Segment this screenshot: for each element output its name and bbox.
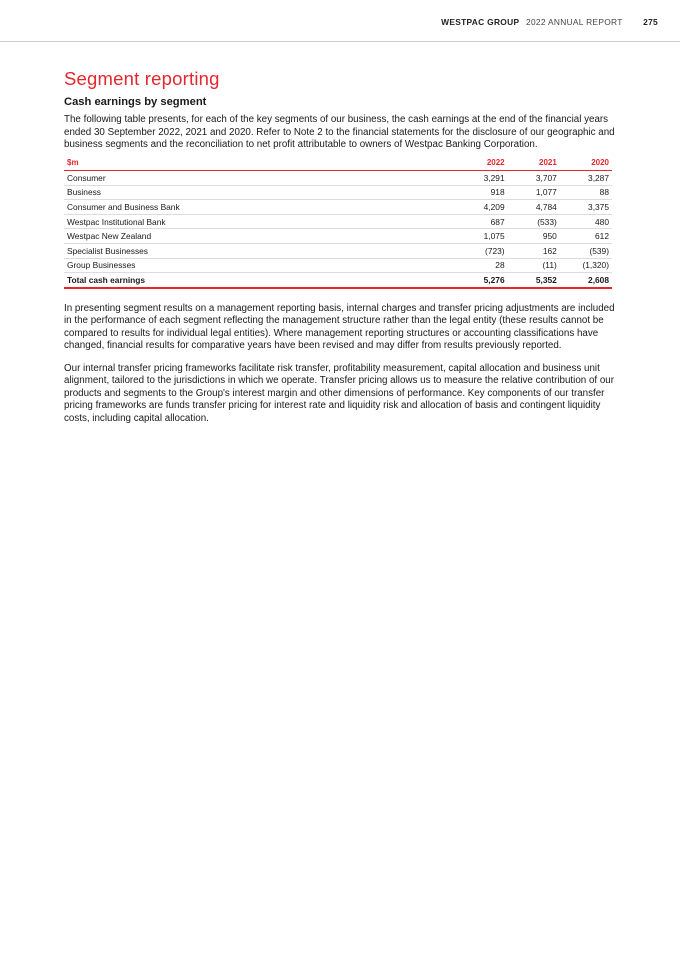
cell-value: 1,077: [508, 185, 560, 200]
total-label: Total cash earnings: [64, 273, 455, 288]
cell-value: (1,320): [560, 258, 612, 273]
cell-value: 4,784: [508, 200, 560, 215]
cell-value: 3,707: [508, 171, 560, 186]
cell-value: 612: [560, 229, 612, 244]
table-row: [64, 229, 612, 244]
row-label: Westpac New Zealand: [64, 229, 455, 244]
column-header-2020: 2020: [560, 158, 612, 171]
table-row: [64, 243, 612, 258]
table-row: [64, 171, 612, 186]
cell-value: (11): [508, 258, 560, 273]
section-title: Segment reporting: [64, 68, 220, 89]
table-row: [64, 185, 612, 200]
row-label: Consumer and Business Bank: [64, 200, 455, 215]
cell-value: (723): [455, 243, 507, 258]
cell-value: 1,075: [455, 229, 507, 244]
cell-value: 3,375: [560, 200, 612, 215]
cash-earnings-table: [64, 158, 612, 289]
main-content: [64, 68, 615, 435]
row-label: Business: [64, 185, 455, 200]
total-value: 2,608: [560, 273, 612, 288]
column-header-2021: 2021: [508, 158, 560, 171]
cell-value: 3,291: [455, 171, 507, 186]
table-header-row: [64, 158, 612, 171]
cell-value: 4,209: [455, 200, 507, 215]
transfer-pricing-paragraph: Our internal transfer pricing frameworks facilitate risk transfer, profitability measurement, capital allocation and business unit alignment, tailored to the jurisdictions in which we operate. Transfer pricing allows us to measure the relative contribution of our products and segments to the Group's interest margin and other dimensions of performance. Key components of our transfer pricing frameworks are funds transfer pricing for interest rate and liquidity risk and allocation of basis and contingent liquidity costs, including capital allocation.: [64, 362, 614, 424]
table-row-subtotal: [64, 200, 612, 215]
total-value: 5,352: [508, 273, 560, 288]
cell-value: 950: [508, 229, 560, 244]
total-value: 5,276: [455, 273, 507, 288]
cell-value: 3,287: [560, 171, 612, 186]
page-header: [0, 17, 658, 31]
cell-value: (539): [560, 243, 612, 258]
page-number: 275: [643, 17, 658, 27]
row-label: Group Businesses: [64, 258, 455, 273]
row-label: Specialist Businesses: [64, 243, 455, 258]
table-row-total: [64, 273, 612, 288]
column-header-2022: 2022: [455, 158, 507, 171]
column-header-units: $m: [64, 158, 455, 171]
table-row: [64, 214, 612, 229]
row-label: Westpac Institutional Bank: [64, 214, 455, 229]
table-row: [64, 258, 612, 273]
segment-results-paragraph: In presenting segment results on a management reporting basis, internal charges and transfer pricing adjustments are included in the performance of each segment reflecting the management structure rather than the legal entity (these results cannot be compared to results for individual legal entities). Where management reporting structures or accounting classifications have changed, financial results for comparative years have been revised and may differ from results previously reported.: [64, 302, 615, 352]
header-divider: [0, 41, 680, 42]
row-label: Consumer: [64, 171, 455, 186]
cell-value: 88: [560, 185, 612, 200]
cell-value: 162: [508, 243, 560, 258]
intro-paragraph: The following table presents, for each of the key segments of our business, the cash earnings at the end of the financial years ended 30 September 2022, 2021 and 2020. Refer to Note 2 to the financial statements for the disclosure of our geographic and business segments and the reconciliation to net profit attributable to owners of Westpac Banking Corporation.: [64, 114, 615, 150]
cell-value: 687: [455, 214, 507, 229]
header-brand: WESTPAC GROUP: [441, 17, 520, 27]
cell-value: (533): [508, 214, 560, 229]
cell-value: 480: [560, 214, 612, 229]
section-subtitle: Cash earnings by segment: [64, 96, 207, 108]
header-report-title: 2022 ANNUAL REPORT: [526, 17, 623, 27]
cell-value: 918: [455, 185, 507, 200]
cell-value: 28: [455, 258, 507, 273]
